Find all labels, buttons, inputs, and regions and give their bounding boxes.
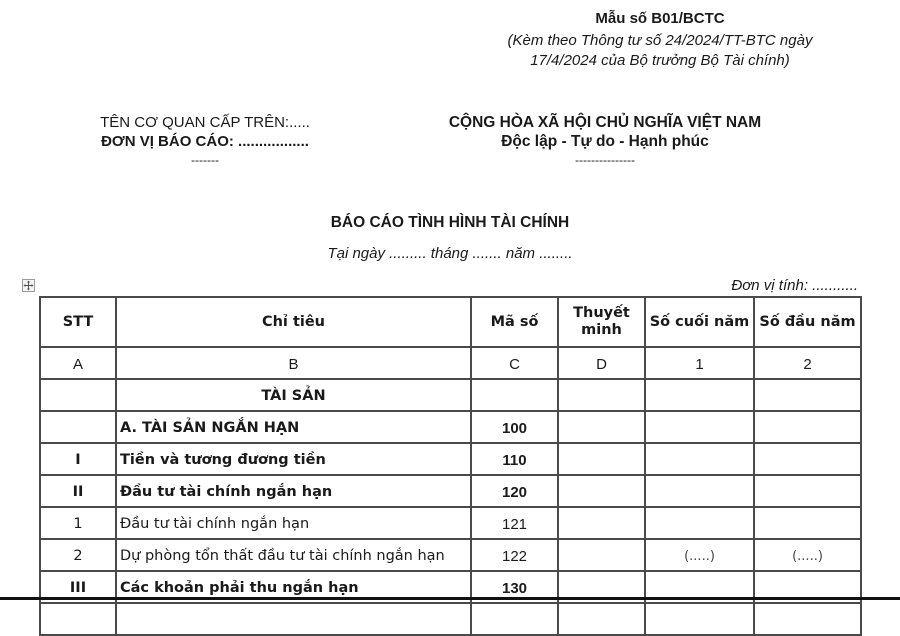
row-beginning-of-year[interactable]: (.....) (754, 539, 861, 571)
header-note-line-1: Thuyết (573, 305, 630, 321)
table-row-partial (40, 603, 861, 635)
row-code: 110 (471, 443, 558, 475)
row-beginning-of-year[interactable] (754, 507, 861, 539)
move-arrows-icon (23, 280, 34, 291)
form-legal-note (440, 31, 880, 71)
report-title: BÁO CÁO TÌNH HÌNH TÀI CHÍNH (330, 214, 570, 231)
row-indicator: Đầu tư tài chính ngắn hạn (116, 507, 471, 539)
header-end-of-year: Số cuối năm (645, 297, 754, 347)
row-stt (40, 411, 116, 443)
row-beginning-of-year[interactable] (754, 379, 861, 411)
column-letter-c: C (471, 347, 558, 379)
row-end-of-year[interactable] (645, 475, 754, 507)
row-indicator: Dự phòng tổn thất đầu tư tài chính ngắn hạn (116, 539, 471, 571)
row-stt: III (40, 571, 116, 603)
country-name: CỘNG HÒA XÃ HỘI CHỦ NGHĨA VIỆT NAM (448, 114, 762, 131)
row-code: 122 (471, 539, 558, 571)
unit-of-measure-label: Đơn vị tính: ........... (731, 277, 858, 294)
row-code: 121 (471, 507, 558, 539)
financial-position-table (39, 296, 862, 636)
row-note[interactable] (558, 475, 645, 507)
left-header-separator: ------- (191, 153, 219, 167)
column-letter-1: 1 (645, 347, 754, 379)
row-end-of-year[interactable] (645, 443, 754, 475)
parent-agency-label: TÊN CƠ QUAN CẤP TRÊN:..... (100, 114, 310, 131)
column-letter-2: 2 (754, 347, 861, 379)
header-beginning-of-year: Số đầu năm (754, 297, 861, 347)
row-note[interactable] (558, 507, 645, 539)
row-indicator: Các khoản phải thu ngắn hạn (116, 571, 471, 603)
header-note (558, 297, 645, 347)
column-letter-a: A (40, 347, 116, 379)
row-code: 100 (471, 411, 558, 443)
column-letter-b: B (116, 347, 471, 379)
reporting-unit-label: ĐƠN VỊ BÁO CÁO: ................. (101, 133, 309, 150)
table-row (40, 475, 861, 507)
header-note-line-2: minh (581, 322, 622, 338)
table-row (40, 411, 861, 443)
row-stt (40, 379, 116, 411)
row-beginning-of-year[interactable] (754, 475, 861, 507)
row-beginning-of-year[interactable] (754, 443, 861, 475)
row-indicator: Đầu tư tài chính ngắn hạn (116, 475, 471, 507)
row-indicator: TÀI SẢN (116, 379, 471, 411)
table-row (40, 379, 861, 411)
row-stt: I (40, 443, 116, 475)
form-note-line-2: 17/4/2024 của Bộ trưởng Bộ Tài chính) (530, 52, 790, 69)
row-end-of-year[interactable] (645, 507, 754, 539)
row-note[interactable] (558, 411, 645, 443)
national-motto: Độc lập - Tự do - Hạnh phúc (501, 133, 709, 150)
table-row (40, 507, 861, 539)
row-end-of-year[interactable] (645, 379, 754, 411)
row-note[interactable] (558, 539, 645, 571)
form-code: Mẫu số B01/BCTC (595, 10, 725, 27)
row-stt: II (40, 475, 116, 507)
row-note[interactable] (558, 443, 645, 475)
header-code: Mã số (471, 297, 558, 347)
row-end-of-year[interactable] (645, 411, 754, 443)
table-row (40, 443, 861, 475)
right-header (405, 113, 805, 167)
form-note-line-1: (Kèm theo Thông tư số 24/2024/TT-BTC ngày (507, 32, 813, 49)
row-code (471, 379, 558, 411)
table-move-handle[interactable] (22, 279, 35, 292)
right-header-separator: --------------- (575, 153, 635, 167)
row-stt: 1 (40, 507, 116, 539)
table-header-row (40, 297, 861, 347)
column-letter-d: D (558, 347, 645, 379)
row-indicator: A. TÀI SẢN NGẮN HẠN (116, 411, 471, 443)
left-header (40, 113, 370, 167)
table-row (40, 539, 861, 571)
header-stt: STT (40, 297, 116, 347)
report-date-line: Tại ngày ......... tháng ....... năm ........ (327, 245, 573, 262)
row-stt: 2 (40, 539, 116, 571)
row-code: 130 (471, 571, 558, 603)
row-indicator: Tiền và tương đương tiền (116, 443, 471, 475)
row-beginning-of-year[interactable] (754, 411, 861, 443)
row-code: 120 (471, 475, 558, 507)
row-note[interactable] (558, 379, 645, 411)
header-indicator: Chỉ tiêu (116, 297, 471, 347)
column-letter-row (40, 347, 861, 379)
row-end-of-year[interactable]: (.....) (645, 539, 754, 571)
